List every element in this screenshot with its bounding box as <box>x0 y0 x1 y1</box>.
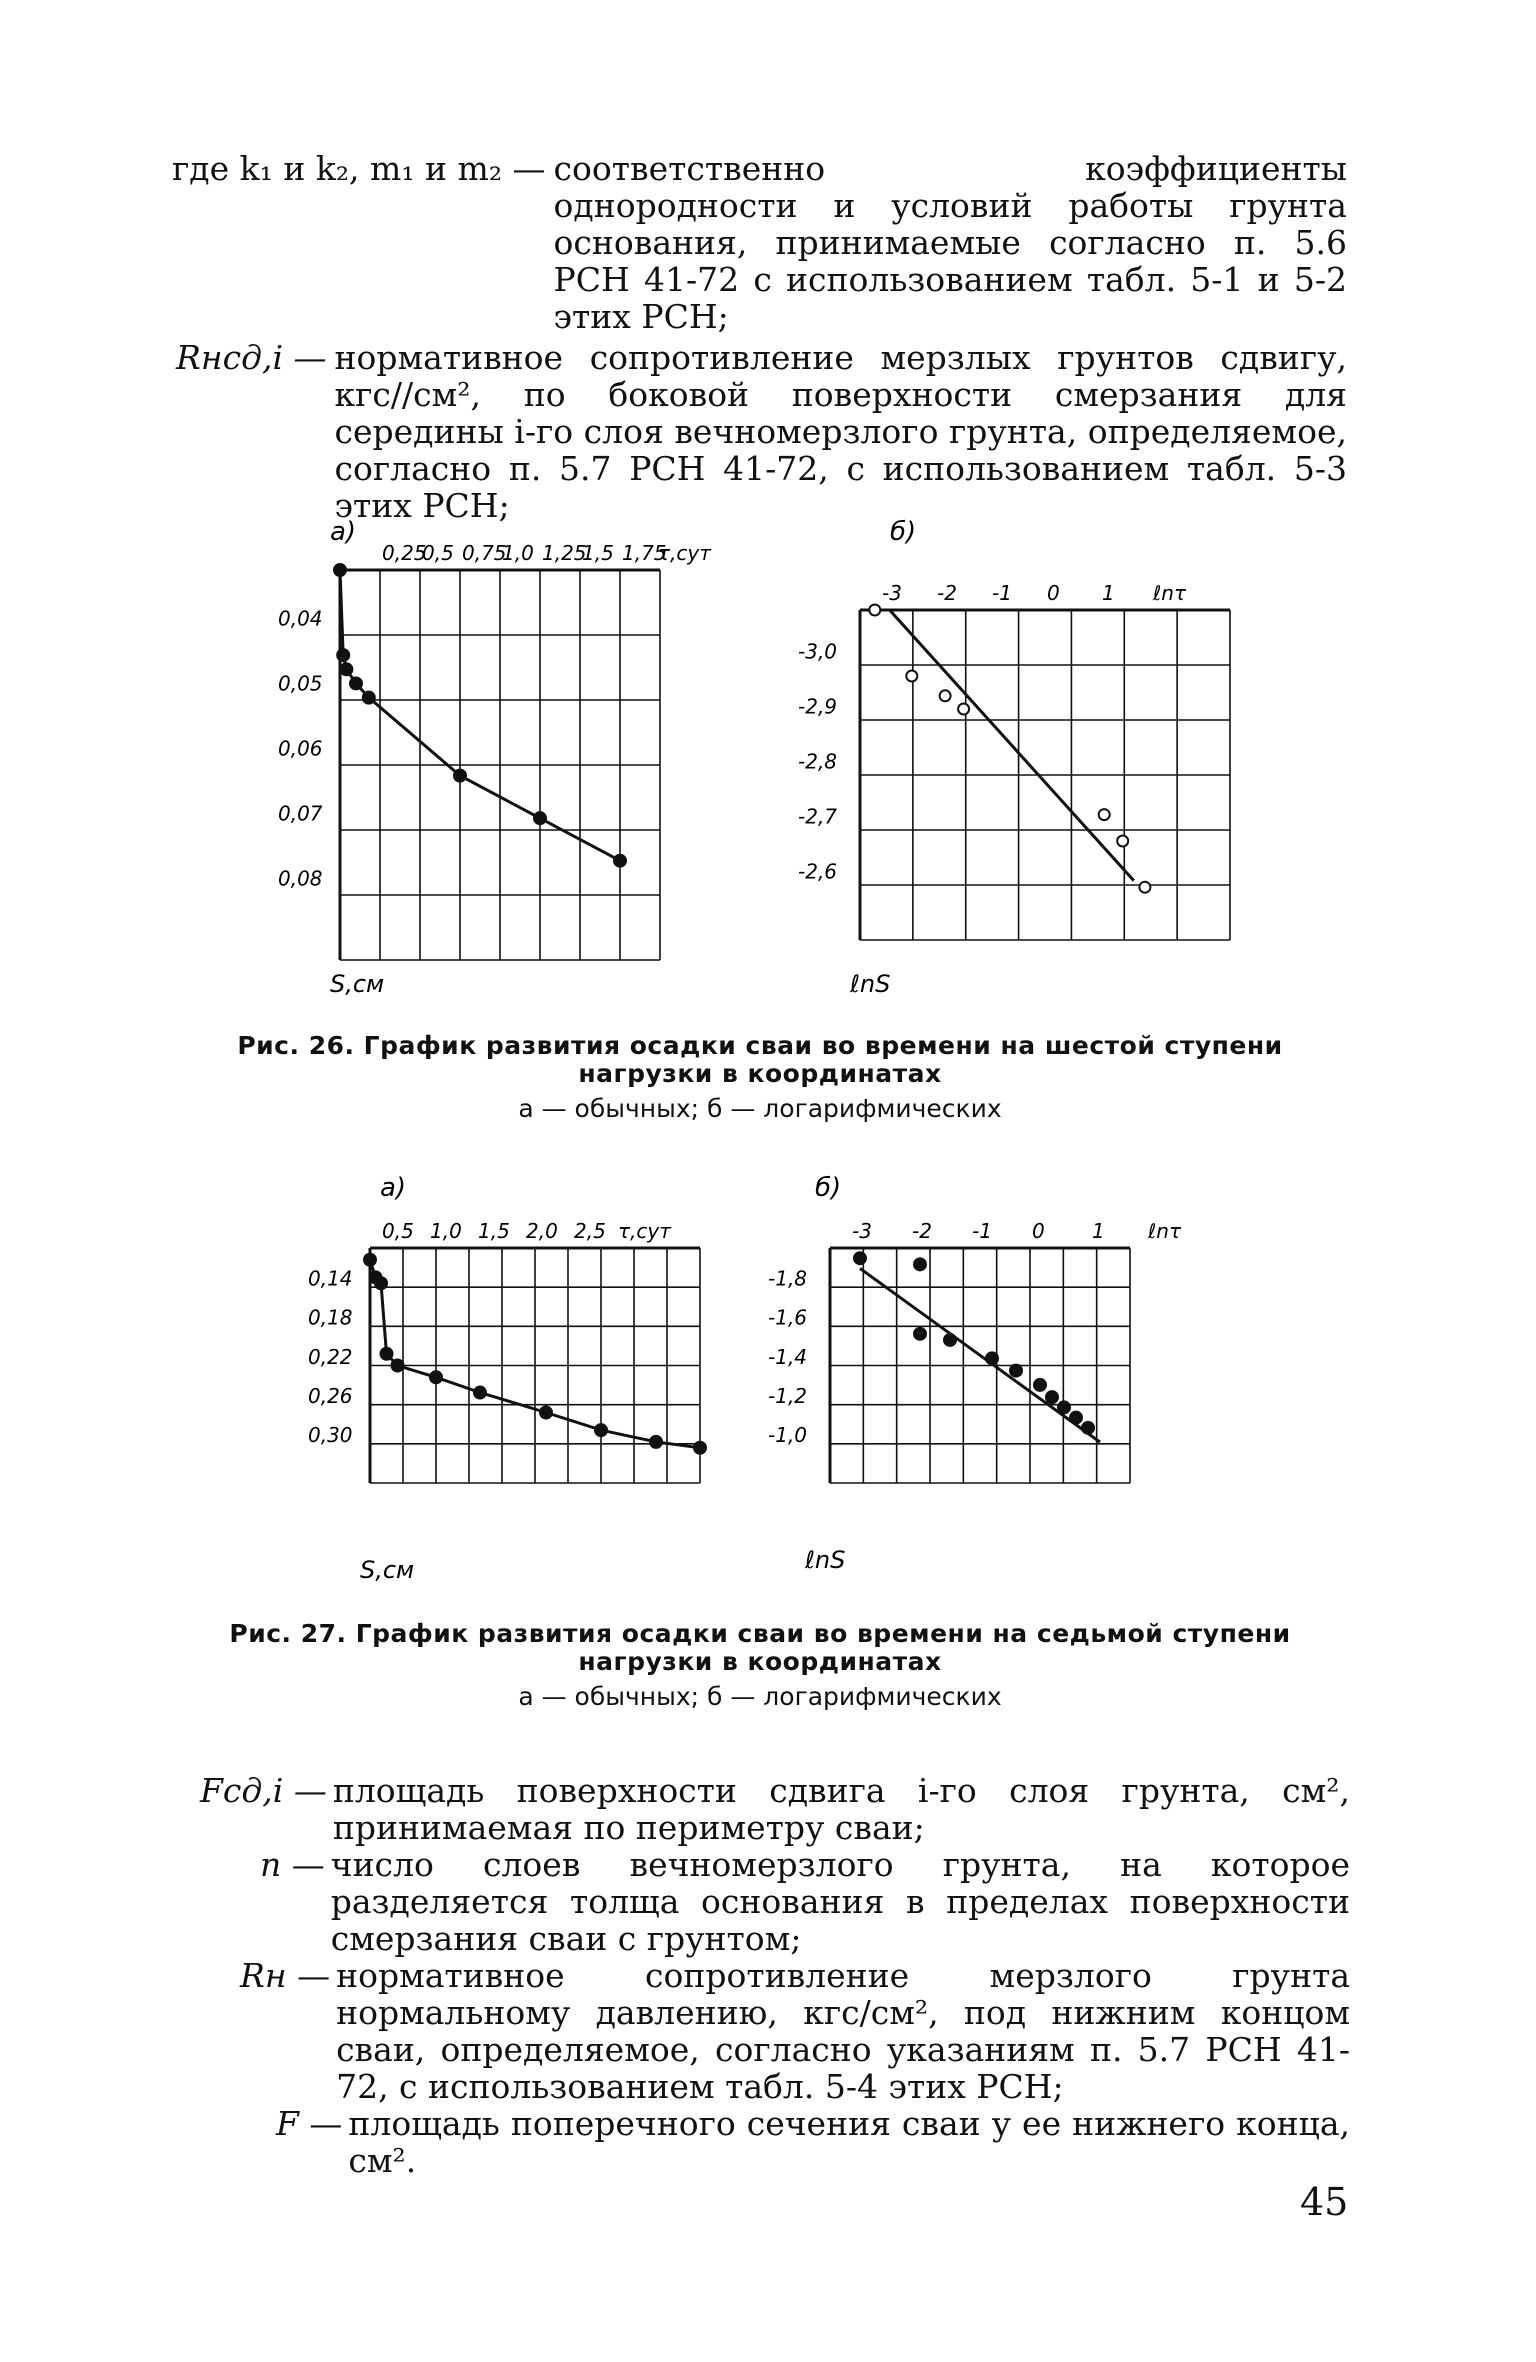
fig26a-y-tick-label: 0,07 <box>278 801 323 826</box>
fig27b-data-point <box>944 1334 956 1346</box>
fig26b-x-tick-label: 0 <box>1047 581 1060 605</box>
figure-26 <box>260 510 1280 1010</box>
fig27a-y-tick-label: 0,22 <box>308 1344 353 1369</box>
fig27b-data-point <box>1046 1391 1058 1403</box>
fig27a-panel-label: а) <box>380 1173 407 1203</box>
fig27a-data-point <box>430 1371 442 1383</box>
caption-legend: а — обычных; б — логарифмических <box>518 1094 1002 1123</box>
fig27b-data-point <box>986 1352 998 1364</box>
fig26b-fit-line <box>890 610 1134 881</box>
page-number: 45 <box>1300 2180 1349 2224</box>
fig26a-data-point <box>337 649 349 661</box>
definition-term: Fсд,i — <box>200 1771 327 1810</box>
fig26a-y-label: S,см <box>330 970 385 998</box>
bottom-definitions <box>200 1772 1350 2179</box>
fig26b-y-tick-label: -2,9 <box>798 694 838 719</box>
definition-rn <box>240 1957 1350 2105</box>
fig27b-chart <box>768 1219 1182 1483</box>
fig26b-y-tick-label: -2,8 <box>798 749 838 774</box>
fig26a-y-tick-label: 0,06 <box>278 736 323 761</box>
fig27b-x-tick-label: 1 <box>1092 1219 1105 1243</box>
fig26b-x-tick-label: -2 <box>937 581 957 605</box>
fig27b-x-tick-label: -3 <box>852 1219 872 1243</box>
fig27b-y-tick-label: -1,0 <box>768 1423 808 1448</box>
fig26a-data-point <box>350 677 362 689</box>
definition-text: нормативное сопротивление мерзлого грунта нормальному давлению, кгс/см², под нижним концом сваи, определяемое, согласно указаниям п. 5.7 РСН 41-72, с использованием табл. 5-4 этих РСН; <box>336 1956 1350 2106</box>
fig26a-chart <box>278 541 712 960</box>
fig26b-x-tick-label: -3 <box>882 581 902 605</box>
fig26b-x-tick-label: -1 <box>992 581 1012 605</box>
fig27b-y-tick-label: -1,8 <box>768 1266 808 1291</box>
fig27b-data-point <box>1070 1412 1082 1424</box>
fig26a-x-tick-label: 1,5 <box>582 541 614 565</box>
fig26b-y-tick-label: -3,0 <box>798 639 838 664</box>
definition-term: F — <box>276 2104 343 2143</box>
fig26b-data-point <box>1099 809 1110 820</box>
fig26a-x-tick-label: 0,25 <box>382 541 427 565</box>
fig27b-y-label: ℓnS <box>805 1546 846 1574</box>
fig26a-x-tick-label: 0,75 <box>462 541 507 565</box>
fig27a-y-tick-label: 0,18 <box>308 1305 353 1330</box>
fig27a-data-point <box>650 1436 662 1448</box>
fig26b-data-point <box>906 671 917 682</box>
fig27a-x-tick-label: 2,5 <box>574 1219 606 1243</box>
fig27b-data-point <box>1034 1379 1046 1391</box>
fig27a-data-point <box>474 1387 486 1399</box>
fig27a-data-point <box>694 1442 706 1454</box>
fig26b-y-label: ℓnS <box>850 970 891 998</box>
fig26a-x-axis-label: τ,сут <box>658 541 711 565</box>
fig27b-x-tick-label: 0 <box>1032 1219 1045 1243</box>
fig26b-data-point <box>869 605 880 616</box>
definition-n <box>260 1846 1350 1957</box>
definition-text: площадь поперечного сечения сваи у ее нижнего конца, см². <box>348 2104 1350 2180</box>
fig27a-data-point <box>375 1277 387 1289</box>
fig27b-data-point <box>914 1328 926 1340</box>
fig26b-x-axis-label: ℓnτ <box>1153 581 1186 605</box>
figure-27-caption <box>170 1620 1350 1712</box>
fig27b-x-tick-label: -2 <box>912 1219 932 1243</box>
fig27a-x-tick-label: 1,5 <box>478 1219 510 1243</box>
definition-text: соответственно коэффициенты однородности и условий работы грунта основания, принимаемые согласно п. 5.6 РСН 41-72 с использованием табл. 5-1 и 5-2 этих РСН; <box>553 149 1347 336</box>
fig26b-chart <box>798 581 1230 940</box>
fig27a-x-tick-label: 1,0 <box>430 1219 462 1243</box>
fig27b-y-tick-label: -1,2 <box>768 1383 808 1408</box>
fig26a-y-tick-label: 0,05 <box>278 671 323 696</box>
fig27a-data-point <box>540 1407 552 1419</box>
fig26a-data-point <box>534 812 546 824</box>
fig27b-data-point <box>1010 1365 1022 1377</box>
fig26a-data-point <box>340 663 352 675</box>
fig27a-y-tick-label: 0,14 <box>308 1266 353 1291</box>
fig27a-x-tick-label: 0,5 <box>382 1219 414 1243</box>
fig27b-data-point <box>914 1258 926 1270</box>
fig27a-data-point <box>381 1348 393 1360</box>
fig27b-data-point <box>1082 1422 1094 1434</box>
fig26b-data-point <box>1117 836 1128 847</box>
fig26a-data-point <box>334 564 346 576</box>
figure-27 <box>290 1168 1240 1588</box>
fig27a-y-label: S,см <box>360 1556 415 1584</box>
fig26b-data-point <box>958 704 969 715</box>
fig27a-x-axis-label: τ,сут <box>618 1219 671 1243</box>
fig27b-data-point <box>854 1252 866 1264</box>
fig26b-y-tick-label: -2,6 <box>798 859 838 884</box>
fig26b-x-tick-label: 1 <box>1102 581 1115 605</box>
fig27b-x-axis-label: ℓnτ <box>1148 1219 1181 1243</box>
figure-26-svg <box>260 510 1280 1010</box>
definition-text: нормативное сопротивление мерзлых грунтов сдвигу, кгс//см², по боковой поверхности смерзания для середины i-го слоя вечномерзлого грунта, определяемое, согласно п. 5.7 РСН 41-72, с использованием табл. 5-3 этих РСН; <box>334 338 1347 525</box>
definition-term: Rн — <box>240 1956 331 1995</box>
caption-text: Рис. 27. График развития осадки сваи во времени на седьмой ступени нагрузки в координатах <box>229 1619 1291 1676</box>
fig27a-x-tick-label: 2,0 <box>526 1219 558 1243</box>
fig27a-data-point <box>392 1360 404 1372</box>
definition-f-sd <box>200 1772 1350 1846</box>
fig27a-chart <box>308 1219 706 1483</box>
fig26b-y-tick-label: -2,7 <box>798 804 838 829</box>
definition-text: площадь поверхности сдвига i-го слоя грунта, см², принимаемая по периметру сваи; <box>332 1771 1350 1847</box>
fig27b-y-tick-label: -1,6 <box>768 1305 808 1330</box>
figure-27-svg <box>290 1168 1240 1588</box>
definition-term: Rнсд,i — <box>176 338 327 377</box>
definition-r-sd <box>176 339 1347 524</box>
fig27b-x-tick-label: -1 <box>972 1219 992 1243</box>
fig27a-y-tick-label: 0,30 <box>308 1423 353 1448</box>
fig26a-data-point <box>363 692 375 704</box>
fig26a-series-line <box>340 570 620 861</box>
fig26a-y-tick-label: 0,08 <box>278 866 323 891</box>
fig26a-panel-label: а) <box>330 517 357 547</box>
definition-k-m <box>172 150 1347 335</box>
fig27a-y-tick-label: 0,26 <box>308 1383 353 1408</box>
fig26b-data-point <box>940 690 951 701</box>
definition-text: число слоев вечномерзлого грунта, на которое разделяется толща основания в пределах поверхности смерзания сваи с грунтом; <box>330 1845 1350 1958</box>
definition-f <box>276 2105 1350 2179</box>
fig26a-data-point <box>614 855 626 867</box>
definition-term: где k₁ и k₂, m₁ и m₂ — <box>172 149 546 188</box>
fig26b-panel-label: б) <box>890 517 917 547</box>
caption-text: Рис. 26. График развития осадки сваи во времени на шестой ступени нагрузки в координатах <box>237 1031 1283 1088</box>
fig26a-y-tick-label: 0,04 <box>278 606 323 631</box>
fig27b-data-point <box>1058 1401 1070 1413</box>
figure-26-caption <box>170 1032 1350 1124</box>
fig27b-panel-label: б) <box>815 1173 842 1203</box>
caption-legend: а — обычных; б — логарифмических <box>518 1682 1002 1711</box>
fig27a-data-point <box>595 1424 607 1436</box>
fig27b-y-tick-label: -1,4 <box>768 1344 808 1369</box>
fig26a-x-tick-label: 1,0 <box>502 541 534 565</box>
fig26a-x-tick-label: 0,5 <box>422 541 454 565</box>
fig26a-data-point <box>454 770 466 782</box>
fig26a-x-tick-label: 1,75 <box>622 541 667 565</box>
definition-term: n — <box>260 1845 325 1884</box>
fig26b-data-point <box>1139 882 1150 893</box>
fig26a-x-tick-label: 1,25 <box>542 541 587 565</box>
fig27a-data-point <box>364 1254 376 1266</box>
top-definitions <box>172 150 1347 524</box>
